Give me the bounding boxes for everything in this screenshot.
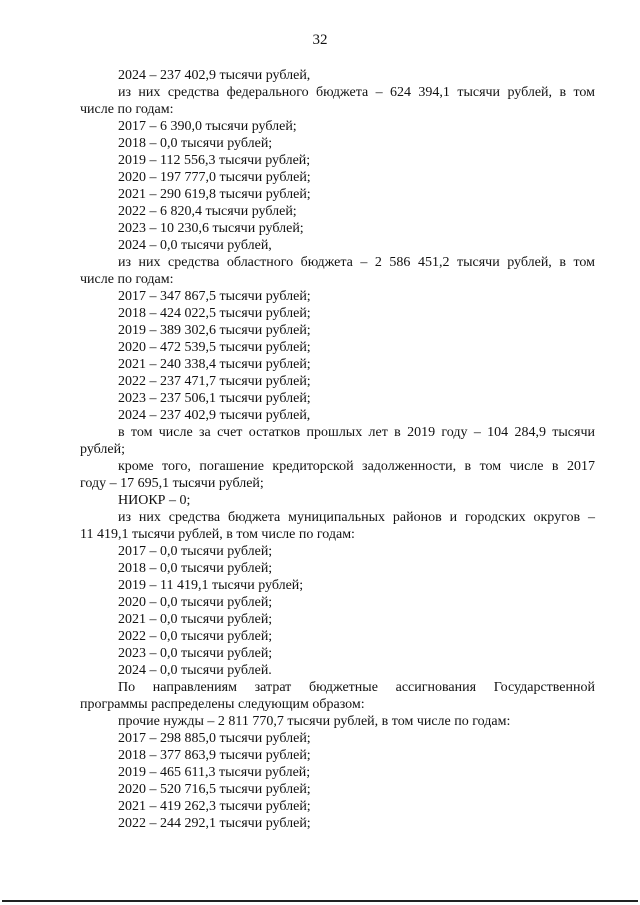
text-line: 2018 – 0,0 тысячи рублей;	[118, 561, 273, 576]
text-line: числе по годам:	[80, 272, 174, 287]
text-line: 2019 – 389 302,6 тысячи рублей;	[118, 323, 311, 338]
text-line: 2021 – 240 338,4 тысячи рублей;	[118, 357, 311, 372]
text-line: 2024 – 237 402,9 тысячи рублей,	[118, 68, 311, 83]
text-line: 2024 – 0,0 тысячи рублей.	[118, 663, 272, 678]
text-line: 2020 – 472 539,5 тысячи рублей;	[118, 340, 311, 355]
text-line: НИОКР – 0;	[118, 493, 191, 508]
text-line: 2022 – 244 292,1 тысячи рублей;	[118, 816, 311, 831]
text-line: 2023 – 237 506,1 тысячи рублей;	[118, 391, 311, 406]
text-line: 2019 – 112 556,3 тысячи рублей;	[118, 153, 311, 168]
text-line: 2021 – 419 262,3 тысячи рублей;	[118, 799, 311, 814]
text-line: 2020 – 0,0 тысячи рублей;	[118, 595, 273, 610]
text-line: из них средства федерального бюджета – 624 394,1 тысячи рублей, в том	[118, 85, 595, 100]
text-line: 2024 – 0,0 тысячи рублей,	[118, 238, 272, 253]
text-line: 2023 – 10 230,6 тысячи рублей;	[118, 221, 304, 236]
text-line: 2017 – 347 867,5 тысячи рублей;	[118, 289, 311, 304]
text-line: 2017 – 298 885,0 тысячи рублей;	[118, 731, 311, 746]
text-line: 2019 – 465 611,3 тысячи рублей;	[118, 765, 311, 780]
text-line: 2018 – 424 022,5 тысячи рублей;	[118, 306, 311, 321]
page-number: 32	[312, 32, 328, 48]
document-body	[80, 67, 595, 832]
text-line: 2020 – 197 777,0 тысячи рублей;	[118, 170, 311, 185]
text-line: 2020 – 520 716,5 тысячи рублей;	[118, 782, 311, 797]
text-line: из них средства бюджета муниципальных районов и городских округов –	[118, 510, 595, 525]
text-line: 2022 – 6 820,4 тысячи рублей;	[118, 204, 297, 219]
text-line: 2017 – 0,0 тысячи рублей;	[118, 544, 273, 559]
text-line: 2021 – 290 619,8 тысячи рублей;	[118, 187, 311, 202]
text-line: программы распределены следующим образом:	[80, 697, 365, 712]
text-line: в том числе за счет остатков прошлых лет в 2019 году – 104 284,9 тысячи	[118, 425, 595, 440]
text-line: 2018 – 377 863,9 тысячи рублей;	[118, 748, 311, 763]
text-line: 2017 – 6 390,0 тысячи рублей;	[118, 119, 297, 134]
text-line: 2022 – 0,0 тысячи рублей;	[118, 629, 273, 644]
text-line: 11 419,1 тысячи рублей, в том числе по годам:	[80, 527, 355, 542]
text-line: 2021 – 0,0 тысячи рублей;	[118, 612, 273, 627]
text-line: 2023 – 0,0 тысячи рублей;	[118, 646, 273, 661]
text-line: году – 17 695,1 тысячи рублей;	[80, 476, 264, 491]
text-line: 2019 – 11 419,1 тысячи рублей;	[118, 578, 304, 593]
text-line: из них средства областного бюджета – 2 586 451,2 тысячи рублей, в том	[118, 255, 595, 270]
text-line: прочие нужды – 2 811 770,7 тысячи рублей, в том числе по годам:	[118, 714, 511, 729]
text-line: 2018 – 0,0 тысячи рублей;	[118, 136, 273, 151]
text-line: кроме того, погашение кредиторской задолженности, в том числе в 2017	[118, 459, 595, 474]
text-line: рублей;	[80, 442, 125, 457]
page-bottom-rule	[2, 900, 638, 902]
text-line: числе по годам:	[80, 102, 174, 117]
text-line: 2022 – 237 471,7 тысячи рублей;	[118, 374, 311, 389]
text-line: По направлениям затрат бюджетные ассигнования Государственной	[118, 680, 595, 695]
text-line: 2024 – 237 402,9 тысячи рублей,	[118, 408, 311, 423]
